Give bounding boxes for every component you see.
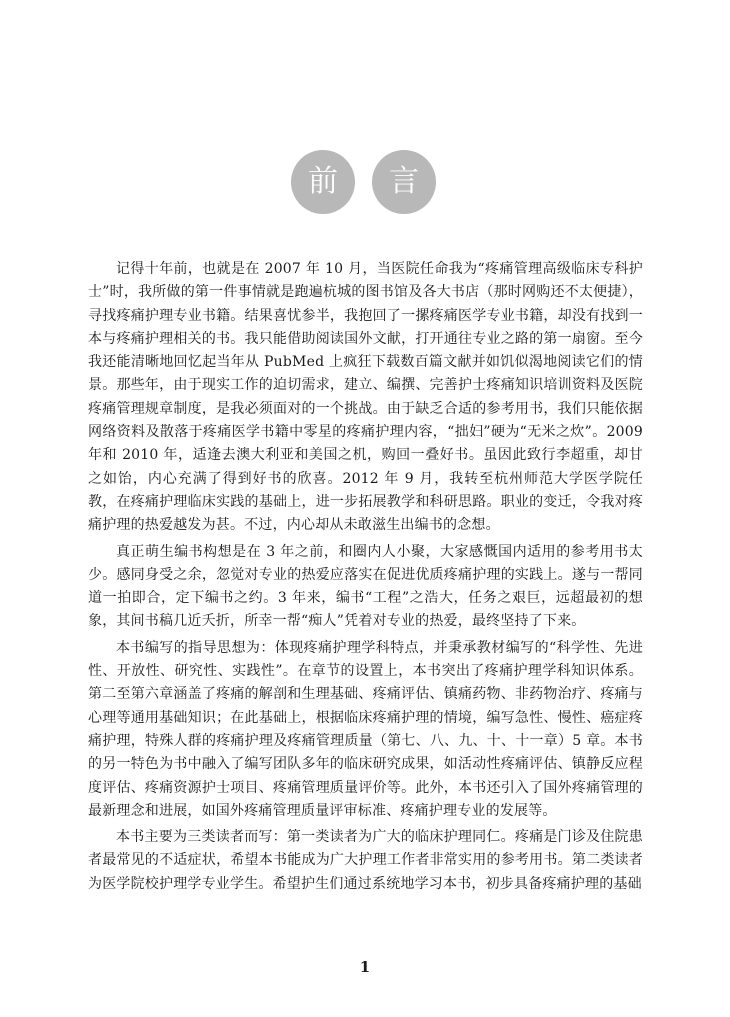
paragraph-4: 本书主要为三类读者而写：第一类读者为广大的临床护理同仁。疼痛是门诊及住院患者最常见的不适症状，希望本书能成为广大护理工作者非常实用的参考用书。第二类读者为医学院校护理学专业学生。希望护生们通过系统地学习本书，初步具备疼痛护理的基础 — [88, 829, 643, 892]
title-circle-qian: 前 — [291, 150, 355, 214]
paragraph-1: 记得十年前，也就是在 2007 年 10 月，当医院任命我为“疼痛管理高级临床专科护士”时，我所做的第一件事情就是跑遍杭城的图书馆及各大书店（那时网购还不太便捷），寻找疼痛护理专业书籍。结果喜忧参半，我抱回了一摞疼痛医学专业书籍，却没有找到一本与疼痛护理相关的书。我只能借助阅读国外文献，打开通往专业之路的第一扇窗。至今我还能清晰地回忆起当年从 PubMed 上疯狂下载数百篇文献并如饥似渴地阅读它们的情景。那些年，由于现实工作的迫切需求，建立、编撰、完善护士疼痛知识培训资料及医院疼痛管理规章制度，是我必须面对的一个挑战。由于缺乏合适的参考用书，我们只能依据网络资料及散落于疼痛医学书籍中零星的疼痛护理内容，“拙妇”硬为“无米之炊”。2009 年和 2010 年，适逢去澳大利亚和美国之机，购回一叠好书。虽因此致行李超重，却甘之如饴，内心充满了得到好书的欣喜。2012 年 9 月，我转至杭州师范大学医学院任教，在疼痛护理临床实践的基础上，进一步拓展教学和科研思路。职业的变迁，令我对疼痛护理的热爱越发为甚。不过，内心却从未敢滋生出编书的念想。 — [88, 261, 643, 534]
title-circle-yan: 言 — [372, 150, 436, 214]
paragraph-3: 本书编写的指导思想为：体现疼痛护理学科特点，并秉承教材编写的“科学性、先进性、开放性、研究性、实践性”。在章节的设置上，本书突出了疼痛护理学科知识体系。第二至第六章涵盖了疼痛的解剖和生理基础、疼痛评估、镇痛药物、非药物治疗、疼痛与心理等通用基础知识；在此基础上，根据临床疼痛护理的情境，编写急性、慢性、癌症疼痛护理，特殊人群的疼痛护理及疼痛管理质量（第七、八、九、十、十一章）5 章。本书的另一特色为书中融入了编写团队多年的临床研究成果，如活动性疼痛评估、镇静反应程度评估、疼痛资源护士项目、疼痛管理质量评价等。此外，本书还引入了国外疼痛管理的最新理念和进展，如国外疼痛管理质量评审标准、疼痛护理专业的发展等。 — [88, 639, 643, 819]
chapter-title — [0, 150, 730, 220]
page-number: 1 — [359, 958, 371, 976]
paragraph-2: 真正萌生编书构想是在 3 年之前，和圈内人小聚，大家感慨国内适用的参考用书太少。感同身受之余，忽觉对专业的热爱应落实在促进优质疼痛护理的实践上。遂与一帮同道一拍即合，定下编书之约。3 年来，编书“工程”之浩大，任务之艰巨，远超最初的想象，其间书稿几近夭折，所幸一帮“痴人”凭着对专业的热爱，最终坚持了下来。 — [88, 543, 643, 630]
preface-body — [88, 258, 643, 899]
